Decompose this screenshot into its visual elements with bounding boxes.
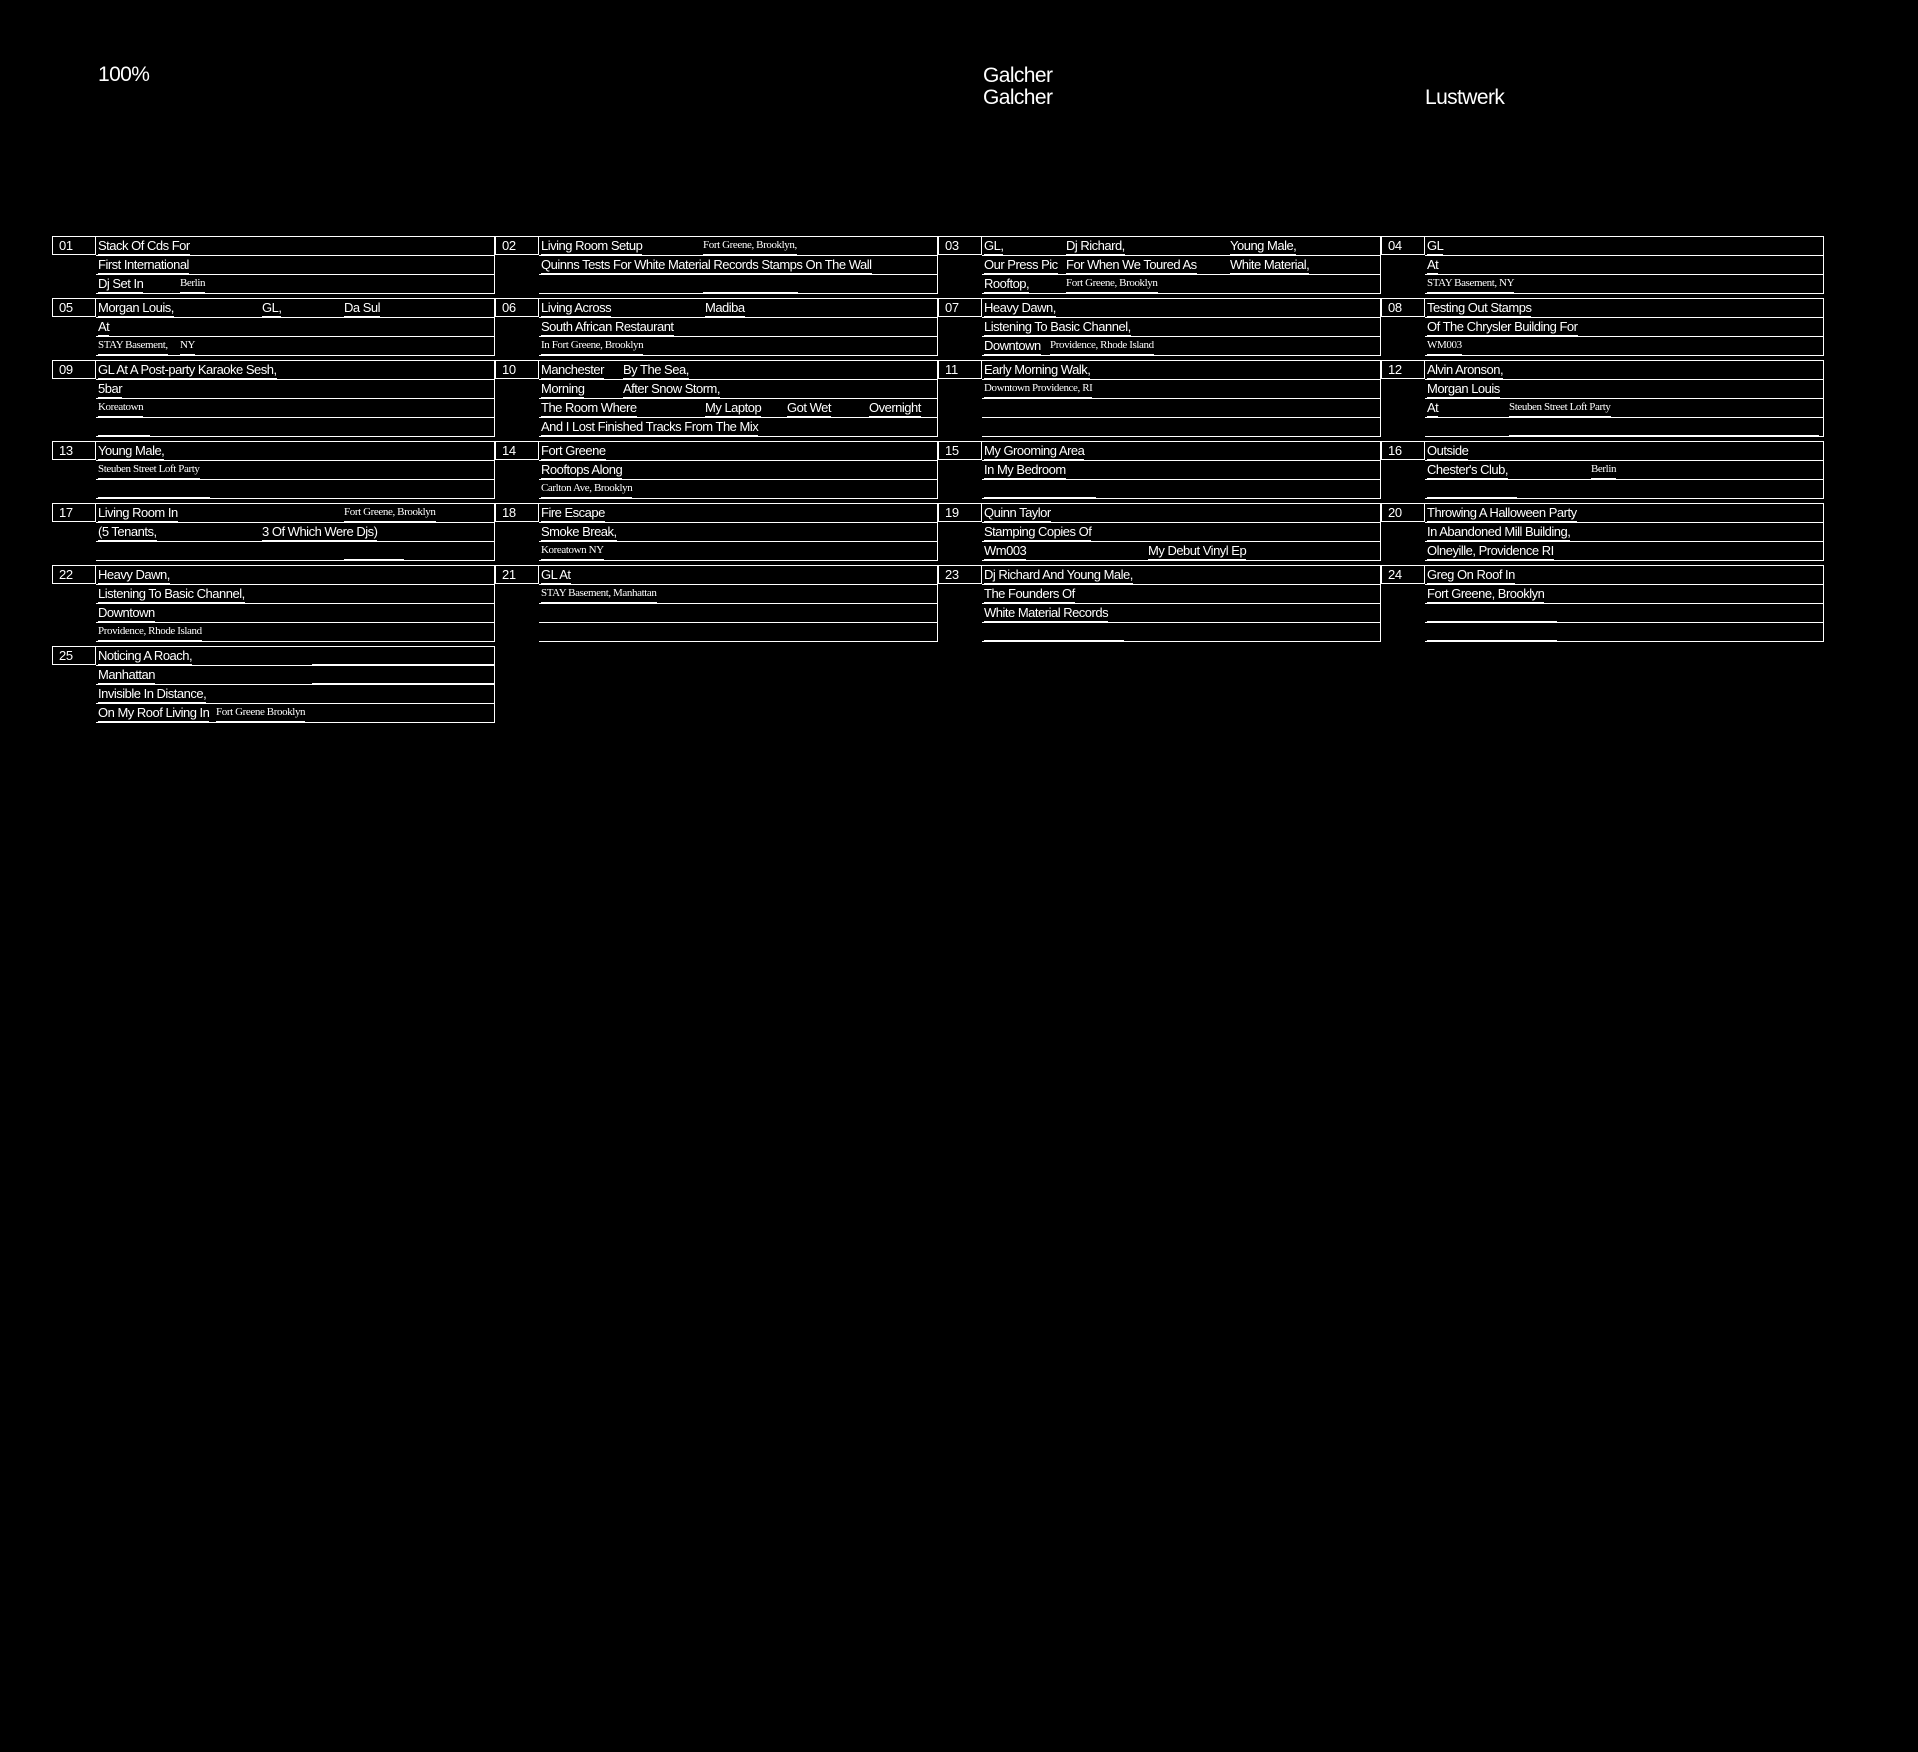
track-caption xyxy=(539,360,938,437)
caption-line xyxy=(1425,299,1823,318)
track-card[interactable] xyxy=(495,236,938,294)
caption-underline xyxy=(98,418,150,436)
caption-text: Young Male, xyxy=(1230,238,1297,253)
track-number: 14 xyxy=(495,441,539,460)
caption-line xyxy=(96,337,494,355)
caption-text: Rooftops Along xyxy=(541,462,623,477)
caption-underline xyxy=(98,480,210,498)
track-card[interactable] xyxy=(52,503,495,561)
track-card[interactable] xyxy=(495,360,938,437)
track-number: 01 xyxy=(52,236,96,255)
caption-line xyxy=(982,442,1380,461)
caption-text: Greg On Roof In xyxy=(1427,567,1515,582)
caption-text: Young Male, xyxy=(98,443,165,458)
track-caption xyxy=(1425,503,1824,561)
caption-text: Stack Of Cds For xyxy=(98,238,190,253)
caption-text: Morning xyxy=(541,381,585,396)
track-caption xyxy=(1425,565,1824,642)
caption-line xyxy=(982,418,1380,436)
caption-text: Quinns Tests For White Material Records Stamps On The Wall xyxy=(541,257,872,272)
track-number: 02 xyxy=(495,236,539,255)
track-number: 21 xyxy=(495,565,539,584)
card-row xyxy=(52,503,1824,561)
artist-galcher-1: Galcher xyxy=(983,64,1053,87)
caption-line xyxy=(1425,504,1823,523)
caption-line xyxy=(982,566,1380,585)
caption-text: White Material Records xyxy=(984,605,1109,620)
track-card[interactable] xyxy=(1381,360,1824,437)
caption-line xyxy=(539,542,937,560)
caption-underline xyxy=(984,480,1096,498)
track-number: 07 xyxy=(938,298,982,317)
track-card[interactable] xyxy=(1381,503,1824,561)
caption-text: GL At A Post-party Karaoke Sesh, xyxy=(98,362,277,377)
track-number: 17 xyxy=(52,503,96,522)
caption-line xyxy=(539,275,937,293)
caption-line xyxy=(982,318,1380,337)
caption-text: In Fort Greene, Brooklyn xyxy=(541,337,643,355)
caption-text: Downtown xyxy=(98,605,155,620)
track-card[interactable] xyxy=(1381,441,1824,499)
card-row xyxy=(52,360,1824,437)
caption-line xyxy=(96,275,494,293)
caption-line xyxy=(982,542,1380,560)
caption-text: Living Room Setup xyxy=(541,238,643,253)
caption-text: Da Sul xyxy=(344,300,381,315)
caption-line xyxy=(1425,566,1823,585)
caption-text: GL, xyxy=(984,238,1004,253)
track-number: 04 xyxy=(1381,236,1425,255)
caption-text: Downtown xyxy=(984,338,1041,353)
caption-line xyxy=(96,585,494,604)
track-number: 19 xyxy=(938,503,982,522)
caption-underline xyxy=(703,275,798,293)
caption-text: GL At xyxy=(541,567,571,582)
caption-line xyxy=(1425,480,1823,498)
track-card[interactable] xyxy=(938,236,1381,294)
track-number: 18 xyxy=(495,503,539,522)
caption-line xyxy=(1425,585,1823,604)
caption-line xyxy=(539,566,937,585)
caption-text: For When We Toured As xyxy=(1066,257,1197,272)
card-row xyxy=(52,298,1824,356)
caption-underline xyxy=(312,647,494,665)
caption-text: Madiba xyxy=(705,300,745,315)
track-caption xyxy=(539,236,938,294)
caption-underline xyxy=(1427,623,1557,641)
caption-text: Smoke Break, xyxy=(541,524,617,539)
track-number: 22 xyxy=(52,565,96,584)
card-row xyxy=(52,441,1824,499)
caption-line xyxy=(96,418,494,436)
track-caption xyxy=(1425,298,1824,356)
caption-underline xyxy=(344,542,404,560)
caption-text: 3 Of Which Were Djs) xyxy=(262,524,378,539)
track-card[interactable] xyxy=(52,646,495,723)
caption-line xyxy=(982,299,1380,318)
caption-text: Fort Greene xyxy=(541,443,606,458)
caption-text: At xyxy=(98,319,110,334)
track-caption xyxy=(1425,360,1824,437)
track-card[interactable] xyxy=(52,565,495,642)
caption-text: Morgan Louis, xyxy=(98,300,174,315)
caption-text: Rooftop, xyxy=(984,276,1030,291)
caption-line xyxy=(1425,237,1823,256)
track-card[interactable] xyxy=(52,298,495,356)
caption-text: NY xyxy=(180,337,195,355)
caption-line xyxy=(982,399,1380,418)
caption-text: Chester's Club, xyxy=(1427,462,1508,477)
track-caption xyxy=(982,503,1381,561)
caption-text: The Founders Of xyxy=(984,586,1075,601)
caption-text: Overnight xyxy=(869,400,921,415)
track-number: 06 xyxy=(495,298,539,317)
track-number: 16 xyxy=(1381,441,1425,460)
caption-text: Wm003 xyxy=(984,543,1027,558)
track-card[interactable] xyxy=(1381,298,1824,356)
caption-text: Koreatown xyxy=(98,399,143,417)
caption-text: Berlin xyxy=(1591,461,1616,479)
track-caption xyxy=(96,503,495,561)
track-card[interactable] xyxy=(1381,565,1824,642)
track-caption xyxy=(982,298,1381,356)
caption-line xyxy=(1425,523,1823,542)
caption-line xyxy=(982,461,1380,480)
caption-line xyxy=(539,237,937,256)
track-caption xyxy=(982,360,1381,437)
caption-line xyxy=(96,380,494,399)
track-caption xyxy=(982,236,1381,294)
caption-line xyxy=(539,380,937,399)
track-caption xyxy=(96,236,495,294)
caption-line xyxy=(982,604,1380,623)
caption-text: Dj Richard, xyxy=(1066,238,1125,253)
caption-line xyxy=(1425,442,1823,461)
caption-line xyxy=(539,461,937,480)
caption-text: Noticing A Roach, xyxy=(98,648,193,663)
caption-line xyxy=(96,623,494,641)
caption-line xyxy=(96,318,494,337)
caption-line xyxy=(96,542,494,560)
caption-text: Manhattan xyxy=(98,667,155,682)
caption-text: STAY Basement, NY xyxy=(1427,275,1514,293)
track-card[interactable] xyxy=(495,441,938,499)
track-number: 08 xyxy=(1381,298,1425,317)
track-caption xyxy=(539,441,938,499)
caption-line xyxy=(539,299,937,318)
caption-underline xyxy=(1427,604,1557,622)
track-card[interactable] xyxy=(1381,236,1824,294)
caption-line xyxy=(982,361,1380,380)
track-caption xyxy=(982,441,1381,499)
track-number: 15 xyxy=(938,441,982,460)
caption-line xyxy=(539,604,937,623)
caption-line xyxy=(539,256,937,275)
track-caption xyxy=(982,565,1381,642)
caption-underline xyxy=(1427,480,1517,498)
caption-line xyxy=(1425,604,1823,623)
track-card[interactable] xyxy=(495,565,938,642)
caption-text: Fort Greene, Brooklyn xyxy=(1427,586,1545,601)
track-number: 12 xyxy=(1381,360,1425,379)
caption-text: Berlin xyxy=(180,275,205,293)
caption-line xyxy=(96,480,494,498)
caption-text: STAY Basement, Manhattan xyxy=(541,585,657,603)
caption-text: Koreatown NY xyxy=(541,542,604,560)
track-card[interactable] xyxy=(938,565,1381,642)
track-caption xyxy=(539,503,938,561)
caption-text: In My Bedroom xyxy=(984,462,1066,477)
caption-text: Dj Richard And Young Male, xyxy=(984,567,1133,582)
track-number: 13 xyxy=(52,441,96,460)
track-card[interactable] xyxy=(938,298,1381,356)
caption-line xyxy=(96,256,494,275)
track-number: 05 xyxy=(52,298,96,317)
caption-text: Early Morning Walk, xyxy=(984,362,1091,377)
caption-line xyxy=(96,361,494,380)
caption-line xyxy=(1425,418,1823,436)
caption-text: Fort Greene, Brooklyn xyxy=(1066,275,1158,293)
caption-text: Manchester xyxy=(541,362,604,377)
caption-text: Steuben Street Loft Party xyxy=(1509,399,1611,417)
caption-line xyxy=(1425,275,1823,293)
caption-text: My Grooming Area xyxy=(984,443,1085,458)
track-caption xyxy=(96,298,495,356)
caption-line xyxy=(96,666,494,685)
caption-underline xyxy=(312,666,494,684)
caption-line xyxy=(96,566,494,585)
caption-line xyxy=(539,480,937,498)
track-caption xyxy=(539,298,938,356)
caption-line xyxy=(982,275,1380,293)
caption-text: On My Roof Living In xyxy=(98,705,210,720)
zoom-level[interactable]: 100% xyxy=(98,63,150,86)
track-caption xyxy=(539,565,938,642)
caption-text: Olneyille, Providence RI xyxy=(1427,543,1554,558)
caption-text: Living Across xyxy=(541,300,612,315)
caption-line xyxy=(1425,399,1823,418)
caption-line xyxy=(1425,256,1823,275)
caption-line xyxy=(96,647,494,666)
caption-text: Heavy Dawn, xyxy=(98,567,170,582)
caption-line xyxy=(982,337,1380,355)
caption-line xyxy=(1425,361,1823,380)
track-number: 10 xyxy=(495,360,539,379)
card-row xyxy=(52,236,1824,294)
caption-line xyxy=(539,418,937,436)
caption-text: Throwing A Halloween Party xyxy=(1427,505,1577,520)
caption-line xyxy=(96,685,494,704)
card-row xyxy=(52,565,1824,642)
caption-line xyxy=(539,623,937,641)
caption-line xyxy=(1425,380,1823,399)
track-number: 24 xyxy=(1381,565,1425,584)
caption-line xyxy=(539,585,937,604)
caption-line xyxy=(539,318,937,337)
caption-text: Fort Greene, Brooklyn, xyxy=(703,237,797,255)
caption-text: Carlton Ave, Brooklyn xyxy=(541,480,632,498)
caption-text: Fort Greene, Brooklyn xyxy=(344,504,436,522)
track-card[interactable] xyxy=(938,503,1381,561)
track-card[interactable] xyxy=(495,503,938,561)
caption-line xyxy=(96,604,494,623)
caption-text: Providence, Rhode Island xyxy=(1050,337,1154,355)
caption-text: Of The Chrysler Building For xyxy=(1427,319,1578,334)
caption-text: Fort Greene Brooklyn xyxy=(216,704,305,722)
caption-text: First International xyxy=(98,257,189,272)
caption-text: Living Room In xyxy=(98,505,178,520)
caption-line xyxy=(982,504,1380,523)
caption-line xyxy=(1425,337,1823,355)
artist-lustwerk: Lustwerk xyxy=(1425,86,1505,109)
track-card[interactable] xyxy=(938,441,1381,499)
caption-line xyxy=(539,523,937,542)
caption-text: Quinn Taylor xyxy=(984,505,1051,520)
track-number: 25 xyxy=(52,646,96,665)
track-number: 23 xyxy=(938,565,982,584)
card-row xyxy=(52,646,1824,723)
track-number: 09 xyxy=(52,360,96,379)
caption-line xyxy=(539,399,937,418)
caption-text: Heavy Dawn, xyxy=(984,300,1056,315)
caption-line xyxy=(1425,542,1823,560)
caption-text: Invisible In Distance, xyxy=(98,686,207,701)
caption-line xyxy=(96,399,494,418)
caption-line xyxy=(982,237,1380,256)
caption-text: Providence, Rhode Island xyxy=(98,623,202,641)
track-card[interactable] xyxy=(938,360,1381,437)
caption-text: 5bar xyxy=(98,381,123,396)
artist-galcher-2: Galcher xyxy=(983,86,1053,109)
track-caption xyxy=(1425,441,1824,499)
caption-text: White Material, xyxy=(1230,257,1310,272)
caption-text: Steuben Street Loft Party xyxy=(98,461,200,479)
track-number: 03 xyxy=(938,236,982,255)
caption-underline xyxy=(984,623,1124,641)
caption-text: Fire Escape xyxy=(541,505,605,520)
caption-text: Dj Set In xyxy=(98,276,144,291)
caption-text: The Room Where xyxy=(541,400,637,415)
track-number: 20 xyxy=(1381,503,1425,522)
caption-line xyxy=(96,504,494,523)
caption-text: In Abandoned Mill Building, xyxy=(1427,524,1571,539)
caption-line xyxy=(539,504,937,523)
track-card[interactable] xyxy=(52,236,495,294)
caption-text: Downtown Providence, RI xyxy=(984,380,1092,398)
caption-line xyxy=(982,256,1380,275)
caption-text: Testing Out Stamps xyxy=(1427,300,1532,315)
track-grid xyxy=(52,236,1824,727)
caption-underline xyxy=(1509,418,1819,436)
track-number: 11 xyxy=(938,360,982,379)
caption-text: GL xyxy=(1427,238,1444,253)
caption-line xyxy=(982,480,1380,498)
track-caption xyxy=(96,360,495,437)
track-card[interactable] xyxy=(495,298,938,356)
caption-text: Listening To Basic Channel, xyxy=(98,586,245,601)
caption-line xyxy=(982,380,1380,399)
caption-text: South African Restaurant xyxy=(541,319,674,334)
caption-line xyxy=(539,442,937,461)
caption-text: Our Press Pic xyxy=(984,257,1058,272)
caption-text: STAY Basement, xyxy=(98,337,168,355)
caption-text: By The Sea, xyxy=(623,362,689,377)
caption-text: Stamping Copies Of xyxy=(984,524,1092,539)
caption-text: My Laptop xyxy=(705,400,762,415)
caption-text: At xyxy=(1427,400,1439,415)
caption-line xyxy=(96,523,494,542)
caption-line xyxy=(96,461,494,480)
caption-text: WM003 xyxy=(1427,337,1462,355)
caption-line xyxy=(1425,623,1823,641)
caption-text: (5 Tenants, xyxy=(98,524,157,539)
caption-text: And I Lost Finished Tracks From The Mix xyxy=(541,419,759,434)
caption-text: GL, xyxy=(262,300,282,315)
caption-line xyxy=(1425,461,1823,480)
caption-text: My Debut Vinyl Ep xyxy=(1148,543,1247,558)
caption-line xyxy=(96,704,494,722)
caption-text: At xyxy=(1427,257,1439,272)
track-caption xyxy=(96,565,495,642)
caption-line xyxy=(1425,318,1823,337)
caption-text: Alvin Aronson, xyxy=(1427,362,1504,377)
caption-text: After Snow Storm, xyxy=(623,381,720,396)
caption-line xyxy=(539,337,937,355)
caption-text: Got Wet xyxy=(787,400,831,415)
caption-text: Outside xyxy=(1427,443,1469,458)
caption-line xyxy=(96,442,494,461)
track-caption xyxy=(96,441,495,499)
caption-line xyxy=(96,237,494,256)
track-card[interactable] xyxy=(52,441,495,499)
caption-text: Listening To Basic Channel, xyxy=(984,319,1131,334)
caption-line xyxy=(982,623,1380,641)
track-caption xyxy=(1425,236,1824,294)
caption-line xyxy=(982,585,1380,604)
track-card[interactable] xyxy=(52,360,495,437)
track-caption xyxy=(96,646,495,723)
caption-text: Morgan Louis xyxy=(1427,381,1500,396)
caption-line xyxy=(96,299,494,318)
caption-line xyxy=(539,361,937,380)
caption-line xyxy=(982,523,1380,542)
